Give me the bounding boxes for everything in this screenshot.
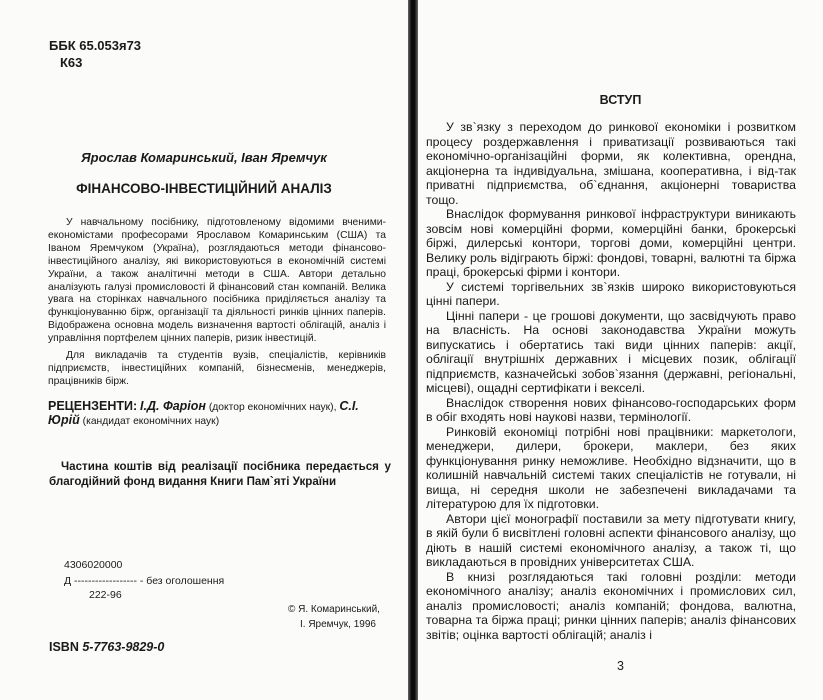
reviewer-2-title: (кандидат економічних наук): [82, 416, 220, 427]
copyright-line-1: © Я. Комаринський,: [288, 604, 380, 615]
book-title: ФІНАНСОВО-ІНВЕСТИЦІЙНИЙ АНАЛІЗ: [76, 181, 332, 196]
intro-paragraph: У зв`язку з переходом до ринкової економіки і розвитком процесу роздержавлення і приватизації розвиваються такі економічно-організаційні форми, як колективна, орендна, акціонерна та індивідуальна, змішана, кооперативна, і від-так приватні підприємства, об`єднання, акціонерні товариства тощо.: [426, 120, 796, 207]
introduction-heading: ВСТУП: [599, 93, 642, 107]
intro-paragraph: Внаслідок створення нових фінансово-господарських форм в обіг входять нові наукові назви, термінології.: [426, 395, 796, 424]
isbn: [49, 640, 164, 654]
charity-note: Частина коштів від реалізації посібника передається у благодійний фонд видання Книги Пам`яті України: [49, 460, 391, 488]
intro-paragraph: Ринковій економіці потрібні нові працівники: маркетологи, менеджери, дилери, брокери, маклери, без яких функціонування ринку неможливе. Необхідно відзначити, що в колишній навчальній системі таких спеціалістів не готували, ні вища, ні середня школи не забезпечені викладачами та літературою для їх підготовки.: [426, 424, 796, 511]
right-page: [418, 0, 823, 700]
publication-code: 4306020000: [64, 559, 123, 571]
book-spine-gutter: [408, 0, 418, 700]
copyright-notice: [288, 602, 380, 632]
page-number: 3: [617, 659, 624, 673]
publication-line: Д ------------------ - без оголошення: [64, 575, 225, 587]
abstract-paragraph: У навчальному посібнику, підготовленому відомими вченими-економістами професорами Ярославом Комаринським (США) та Іваном Яремчуком (Україна), розглядаються методи фінансово-інвестиційного аналізу, які використовуються в економічній системі України, а також аналітичні методи в США. Автори детально аналізують галузі промисловості й фінансовий стан компаній. Велика увага на сторінках навчального посібника приділяється аналізу та функціонуванню бірж, організації та діяльності ринків цінних паперів. Відображена основна модель визначення вартості облігацій, аналіз і управління портфелем цінних паперів, ризик інвестицій.: [48, 217, 386, 345]
reviewer-1-name: І.Д. Фаріон: [140, 399, 206, 413]
reviewer-2-name: С.І. Юрій: [48, 399, 359, 427]
intro-paragraph: Внаслідок формування ринкової інфраструктури виникають зовсім нові комерційні форми, комерційні банки, брокерські біржі, дилерські контори, торгові доми, комерційні центри. Велику роль відіграють біржі: фондові, товарні, валютні та біржа праці, брокерські фірми і контори.: [426, 207, 796, 279]
reviewers: [48, 400, 388, 428]
intro-paragraph: Автори цієї монографії поставили за мету підготувати книгу, в якій були б висвітлені головні аспекти фінансового аналізу, що діють в нашій системі економічного аналізу, а також ті, що викладаються в провідних університетах США.: [426, 511, 796, 569]
bbk-code: ББК 65.053я73: [49, 38, 142, 53]
intro-paragraph: У системі торгівельних зв`язків широко використовуються цінні папери.: [426, 279, 796, 308]
intro-paragraph: В книзі розглядаються такі головні розділи: методи економічного аналізу; аналіз економічних і промислових сил, аналіз промисловості; аналіз компаній; фондова, валютна, товарна та біржа праці; ринки цінних паперів; аналіз фінансових звітів; оцінка вартості облігацій; аналіз і: [426, 569, 796, 642]
book-abstract: [48, 217, 386, 389]
book-authors: Ярослав Комаринський, Іван Яремчук: [81, 150, 327, 165]
intro-paragraph: Цінні папери - це грошові документи, що засвідчують право на власність. На основі законодавства України можуть випускатись і обертатись такі види цінних паперів: акції, облігації внутрішніх державних і місцевих позик, облігації підприємств, казначейські зобов`язання (державні, регіональні, місцеві), ощадні сертифікати і векселі.: [426, 308, 796, 395]
bbk-classification: [49, 37, 141, 71]
audience-paragraph: Для викладачів та студентів вузів, спеціалістів, керівників підприємств, інвестиційних компаній, бізнесменів, менеджерів, працівників бірж.: [48, 350, 386, 387]
reviewer-1-title: (доктор економічних наук),: [208, 402, 337, 413]
author-index: К63: [60, 55, 83, 70]
introduction-text: [426, 120, 796, 642]
left-page: [0, 0, 408, 700]
publication-number: 222-96: [89, 589, 122, 601]
isbn-code: 5-7763-9829-0: [82, 640, 165, 654]
copyright-line-2: І. Яремчук, 1996: [300, 619, 376, 630]
isbn-label: ISBN: [49, 640, 79, 654]
reviewers-label: РЕЦЕНЗЕНТИ:: [48, 399, 138, 413]
